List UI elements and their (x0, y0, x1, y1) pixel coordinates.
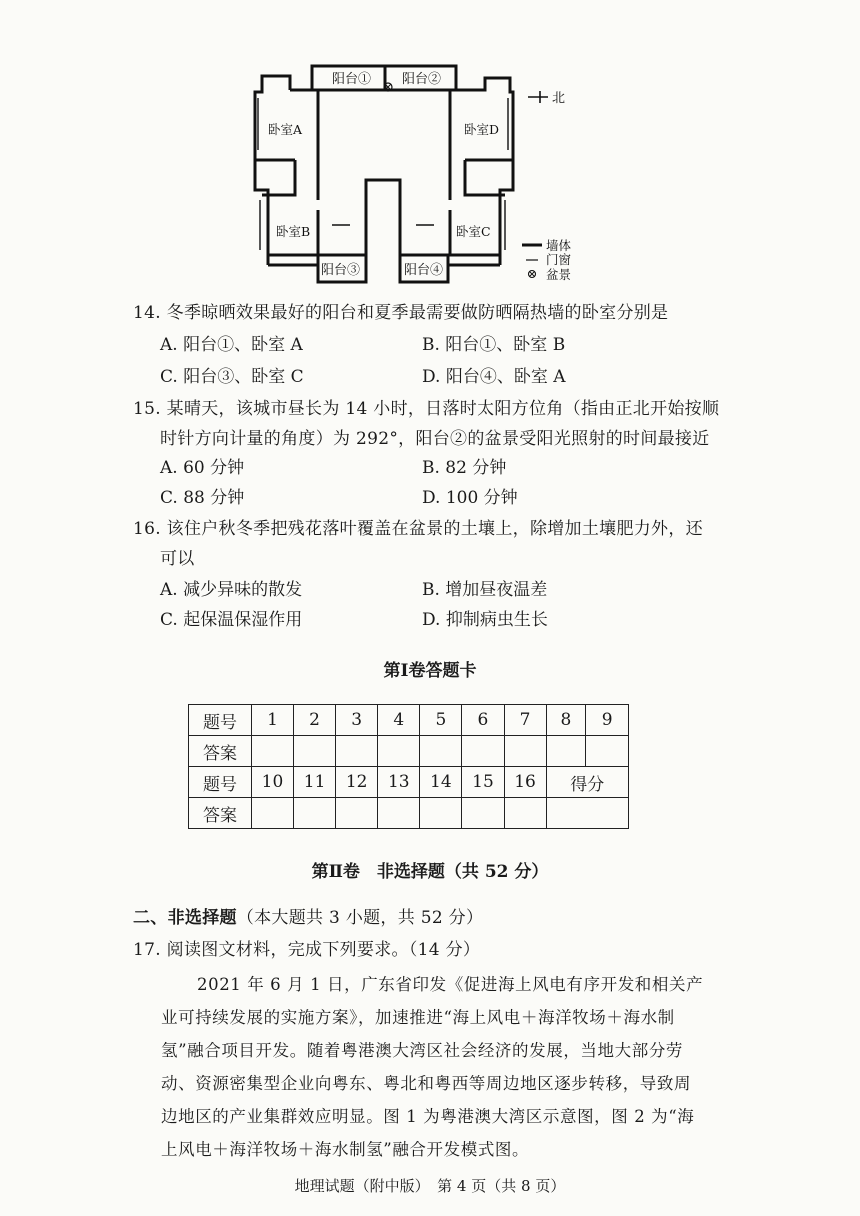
q16-option-d: D. 抑制病虫生长 (422, 610, 548, 630)
table-cell: 5 (420, 705, 462, 736)
legend-bonsai-label: 盆景 (546, 267, 572, 282)
row-label-ans: 答案 (189, 736, 252, 767)
table-cell: 10 (251, 767, 293, 798)
legend-door-window-label: 门窗 (546, 252, 572, 267)
answer-box[interactable] (504, 736, 546, 767)
section2-heading-rest: （本大题共 3 小题，共 52 分） (236, 908, 484, 928)
answer-box[interactable] (336, 736, 378, 767)
table-cell: 2 (294, 705, 336, 736)
table-cell: 4 (378, 705, 420, 736)
answer-box[interactable] (336, 798, 378, 829)
bedroom-b-label: 卧室B (276, 224, 311, 239)
table-cell: 16 (504, 767, 546, 798)
balcony-2-label: 阳台② (402, 72, 442, 87)
q15-option-c: C. 88 分钟 (160, 488, 245, 508)
answer-box[interactable] (294, 798, 336, 829)
q16-option-b: B. 增加昼夜温差 (422, 580, 548, 600)
table-row (189, 798, 629, 829)
answer-box[interactable] (251, 798, 293, 829)
answer-box[interactable] (462, 798, 504, 829)
section2-heading-bold: 二、非选择题 (133, 908, 237, 928)
bedroom-a-label: 卧室A (268, 122, 303, 137)
q17-paragraph-line: 2021 年 6 月 1 日，广东省印发《促进海上风电有序开发和相关产 (197, 975, 704, 994)
q15-option-b: B. 82 分钟 (422, 458, 507, 478)
page-footer: 地理试题（附中版） 第 4 页（共 8 页） (294, 1177, 566, 1195)
q14-option-c: C. 阳台③、卧室 C (160, 367, 304, 387)
table-cell: 11 (294, 767, 336, 798)
north-label: 北 (552, 91, 566, 106)
answer-box[interactable] (420, 798, 462, 829)
table-cell: 14 (420, 767, 462, 798)
q14-option-b: B. 阳台①、卧室 B (422, 335, 566, 355)
q15-stem-line2: 时针方向计量的角度）为 292°，阳台②的盆景受阳光照射的时间最接近 (160, 429, 710, 449)
answer-box[interactable] (504, 798, 546, 829)
q17-paragraph-line: 氢”融合项目开发。随着粤港澳大湾区社会经济的发展，当地大部分劳 (161, 1041, 684, 1060)
q15-option-a: A. 60 分钟 (160, 458, 245, 478)
balcony-4-label: 阳台④ (404, 263, 444, 278)
table-cell: 9 (586, 705, 629, 736)
balcony-1-label: 阳台① (332, 72, 372, 87)
answer-box[interactable] (251, 736, 293, 767)
q15-stem-line1: 15. 某晴天，该城市昼长为 14 小时，日落时太阳方位角（指由正北开始按顺 (133, 399, 720, 419)
score-label: 得分 (546, 767, 628, 798)
table-row (189, 736, 629, 767)
section2-title: 第Ⅱ卷 非选择题（共 52 分） (311, 862, 549, 882)
answer-box[interactable] (546, 736, 586, 767)
q17-paragraph-line: 业可持续发展的实施方案》，加速推进“海上风电＋海洋牧场＋海水制 (161, 1008, 675, 1027)
q16-stem-line2: 可以 (160, 549, 195, 569)
q15-option-d: D. 100 分钟 (422, 488, 518, 508)
section2-heading (133, 903, 483, 933)
table-row (189, 767, 629, 798)
q17-stem: 17. 阅读图文材料，完成下列要求。（14 分） (133, 940, 481, 960)
bedroom-c-label: 卧室C (456, 224, 491, 239)
table-cell: 8 (546, 705, 586, 736)
row-label-ans: 答案 (189, 798, 252, 829)
table-cell: 12 (336, 767, 378, 798)
q14-option-a: A. 阳台①、卧室 A (160, 335, 303, 355)
legend-wall-label: 墙体 (546, 238, 572, 253)
table-cell: 3 (336, 705, 378, 736)
score-box[interactable] (546, 798, 628, 829)
answer-box[interactable] (378, 736, 420, 767)
q14-option-d: D. 阳台④、卧室 A (422, 367, 566, 387)
north-arrow-icon (528, 91, 548, 103)
table-row (189, 705, 629, 736)
answer-card-title: 第Ⅰ卷答题卡 (383, 661, 477, 681)
q16-option-a: A. 减少异味的散发 (160, 580, 303, 600)
table-cell: 7 (504, 705, 546, 736)
q16-stem-line1: 16. 该住户秋冬季把残花落叶覆盖在盆景的土壤上，除增加土壤肥力外，还 (133, 519, 703, 539)
q14-stem: 14. 冬季晾晒效果最好的阳台和夏季最需要做防晒隔热墙的卧室分别是 (133, 303, 669, 323)
table-cell: 13 (378, 767, 420, 798)
answer-box[interactable] (586, 736, 629, 767)
answer-box[interactable] (462, 736, 504, 767)
row-label-num: 题号 (189, 767, 252, 798)
table-cell: 15 (462, 767, 504, 798)
q17-paragraph-line: 上风电＋海洋牧场＋海水制氢”融合开发模式图。 (161, 1140, 530, 1159)
answer-card-table (188, 704, 629, 829)
row-label-num: 题号 (189, 705, 252, 736)
balcony-3-label: 阳台③ (321, 263, 361, 278)
q17-paragraph-line: 边地区的产业集群效应明显。图 1 为粤港澳大湾区示意图，图 2 为“海 (161, 1107, 695, 1126)
answer-box[interactable] (378, 798, 420, 829)
answer-box[interactable] (420, 736, 462, 767)
bedroom-d-label: 卧室D (464, 122, 500, 137)
table-cell: 6 (462, 705, 504, 736)
q16-option-c: C. 起保温保湿作用 (160, 610, 303, 630)
table-cell: 1 (251, 705, 293, 736)
legend (522, 238, 572, 282)
answer-box[interactable] (294, 736, 336, 767)
q17-paragraph-line: 动、资源密集型企业向粤东、粤北和粤西等周边地区逐步转移，导致周 (161, 1074, 692, 1093)
floor-plan-diagram (0, 0, 860, 290)
